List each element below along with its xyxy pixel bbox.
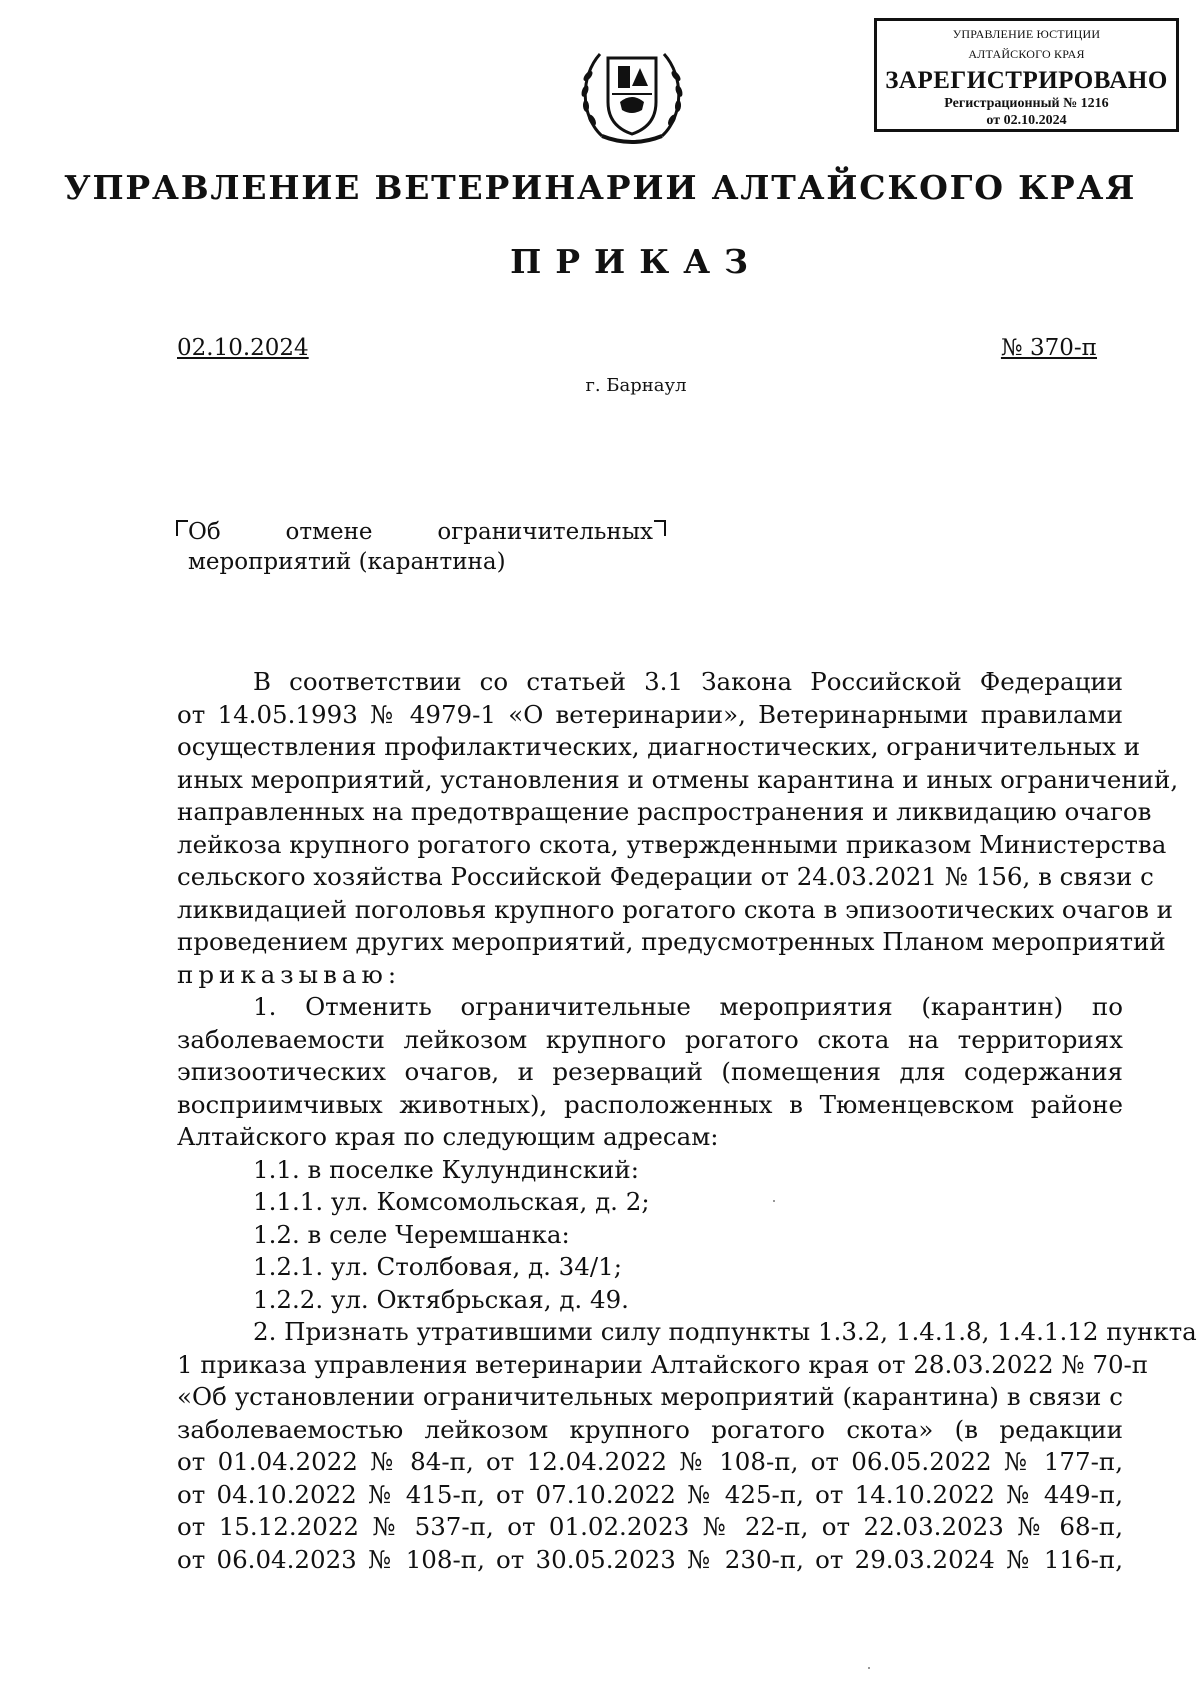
- body-line: заболеваемости лейкозом крупного рогатого скота на территориях: [177, 1024, 1123, 1054]
- body-line: эпизоотических очагов, и резерваций (помещения для содержания: [177, 1057, 1123, 1086]
- stamp-reg-date: от 02.10.2024: [986, 113, 1067, 128]
- scan-speck: [773, 1200, 775, 1202]
- body-line: иных мероприятий, установления и отмены карантина и иных ограничений,: [177, 764, 1179, 794]
- body-line-order-word: приказываю:: [177, 959, 402, 989]
- subject-corner-right: [654, 520, 666, 536]
- body-line: от 04.10.2022 № 415-п, от 07.10.2022 № 425-п, от 14.10.2022 № 449-п,: [177, 1479, 1123, 1509]
- stamp-title: ЗАРЕГИСТРИРОВАНО: [885, 67, 1168, 94]
- order-date: 02.10.2024: [177, 335, 309, 361]
- body-line: от 06.04.2023 № 108-п, от 30.05.2023 № 230-п, от 29.03.2024 № 116-п,: [177, 1544, 1123, 1574]
- order-body: [177, 666, 1197, 1576]
- body-line: от 01.04.2022 № 84-п, от 12.04.2022 № 108-п, от 06.05.2022 № 177-п,: [177, 1447, 1123, 1476]
- body-line: лейкоза крупного рогатого скота, утвержденными приказом Министерства: [177, 829, 1167, 859]
- altai-krai-emblem: [572, 36, 692, 156]
- stamp-reg-number: Регистрационный № 1216: [944, 96, 1109, 111]
- body-line: 1.1.1. ул. Комсомольская, д. 2;: [253, 1187, 650, 1216]
- scan-speck: [868, 1667, 870, 1669]
- document-type: ПРИКАЗ: [510, 242, 762, 281]
- body-line: от 15.12.2022 № 537-п, от 01.02.2023 № 22-п, от 22.03.2023 № 68-п,: [177, 1512, 1123, 1541]
- body-line: В соответствии со статьей 3.1 Закона Российской Федерации: [253, 667, 1123, 696]
- subject-word-3: ограничительных: [437, 519, 653, 545]
- order-subject: [188, 517, 653, 577]
- body-line: 1.2.1. ул. Столбовая, д. 34/1;: [253, 1252, 622, 1281]
- body-line: 1.1. в поселке Кулундинский:: [253, 1154, 639, 1184]
- stamp-org-line2: АЛТАЙСКОГО КРАЯ: [968, 47, 1085, 61]
- body-line: направленных на предотвращение распространения и ликвидацию очагов: [177, 797, 1152, 826]
- registration-stamp: [874, 18, 1179, 132]
- subject-line-1: [188, 517, 653, 547]
- body-line: проведением других мероприятий, предусмотренных Планом мероприятий: [177, 927, 1166, 956]
- body-line: ликвидацией поголовья крупного рогатого скота в эпизоотических очагов и: [177, 894, 1173, 924]
- body-line: восприимчивых животных), расположенных в Тюменцевском районе: [177, 1089, 1123, 1119]
- order-city: г. Барнаул: [585, 375, 687, 396]
- stamp-org-line1: УПРАВЛЕНИЕ ЮСТИЦИИ: [952, 27, 1101, 41]
- body-line: 2. Признать утратившими силу подпункты 1.3.2, 1.4.1.8, 1.4.1.12 пункта: [253, 1317, 1197, 1346]
- subject-line-2: мероприятий (карантина): [188, 549, 506, 575]
- body-line: заболеваемостью лейкозом крупного рогатого скота» (в редакции: [177, 1414, 1123, 1444]
- body-line: Алтайского края по следующим адресам:: [177, 1122, 719, 1151]
- subject-word-1: Об: [188, 519, 221, 545]
- subject-word-2: отмене: [285, 519, 373, 545]
- body-line: от 14.05.1993 № 4979-1 «О ветеринарии», Ветеринарными правилами: [177, 699, 1123, 729]
- body-line: 1. Отменить ограничительные мероприятия (карантин) по: [253, 992, 1123, 1021]
- subject-corner-left: [176, 520, 188, 536]
- order-number: № 370-п: [1000, 335, 1097, 361]
- body-line: осуществления профилактических, диагностических, ограничительных и: [177, 732, 1141, 761]
- body-line: 1 приказа управления ветеринарии Алтайского края от 28.03.2022 № 70-п: [177, 1349, 1149, 1379]
- body-line: 1.2.2. ул. Октябрьская, д. 49.: [253, 1284, 629, 1314]
- emblem-icon: [572, 36, 692, 156]
- body-line: «Об установлении ограничительных мероприятий (карантина) в связи с: [177, 1382, 1123, 1411]
- agency-title: УПРАВЛЕНИЕ ВЕТЕРИНАРИИ АЛТАЙСКОГО КРАЯ: [63, 168, 1137, 207]
- body-line: 1.2. в селе Черемшанка:: [253, 1219, 570, 1249]
- body-line: сельского хозяйства Российской Федерации от 24.03.2021 № 156, в связи с: [177, 862, 1154, 891]
